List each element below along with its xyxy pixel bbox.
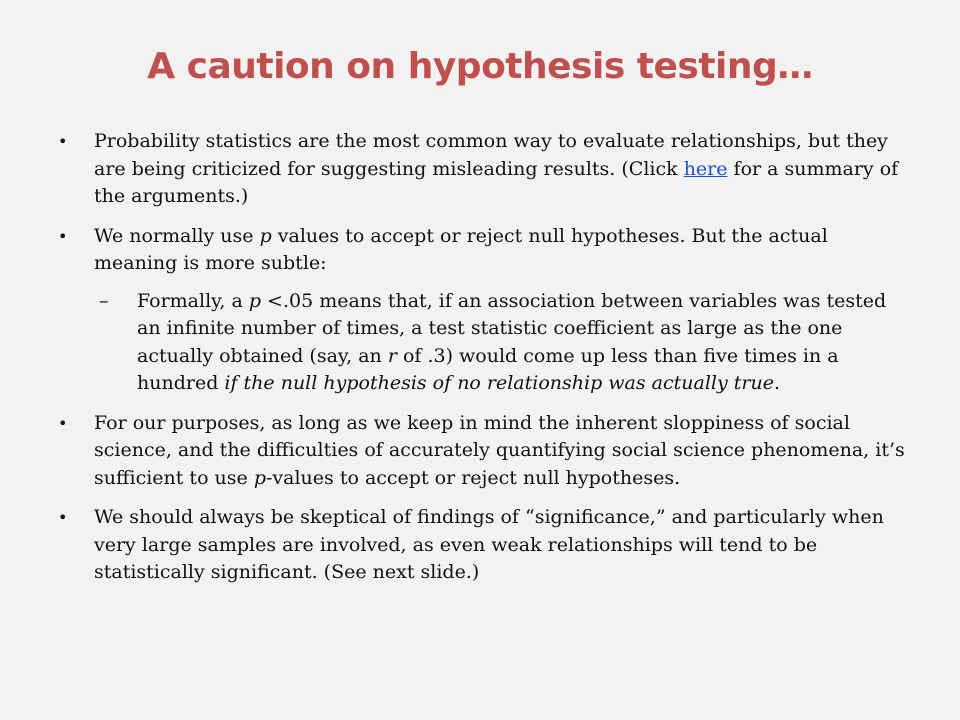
bullet-text: For our purposes, as long as we keep in mind the inherent sloppiness of social science, and the difficulties of accurately quantifying social science phenomena, it’s sufficient to use	[94, 411, 905, 489]
italic-p: p	[248, 289, 261, 312]
bullet-text: We should always be skeptical of findings of “significance,” and particularly when very large samples are involved, as even weak relationships will tend to be statistically significant. (See next slide.)	[94, 506, 884, 583]
sub-bullet-formally	[58, 288, 908, 398]
bullet-item-purposes	[58, 410, 908, 493]
bullet-text: values to accept or reject null hypotheses. But the actual meaning is more subtle:	[94, 224, 828, 274]
italic-r: r	[387, 344, 397, 367]
sub-bullet-text: <.05 means that, if an association between variables was tested an infinite number of times, a test statistic coefficient as large as the one actually obtained (say, an	[137, 289, 887, 367]
bullet-text: We normally use	[94, 224, 260, 247]
bullet-text: for a summary of the arguments.)	[94, 157, 899, 207]
bullet-item-skeptical	[58, 504, 908, 587]
bullet-marker: •	[58, 508, 68, 527]
italic-p: p	[259, 224, 272, 247]
sub-bullet-marker: –	[99, 289, 109, 312]
bullet-text: -values to accept or reject null hypotheses.	[266, 466, 681, 489]
slide-body	[58, 128, 908, 599]
bullet-marker: •	[58, 132, 68, 151]
bullet-text: Probability statistics are the most common way to evaluate relationships, but they are being criticized for suggesting misleading results. (Click	[94, 130, 888, 180]
slide-title: A caution on hypothesis testing…	[147, 46, 813, 87]
sub-bullet-text: Formally, a	[137, 289, 249, 312]
sub-bullet-text: of .3) would come up less than five times in a hundred	[137, 344, 839, 394]
here-link[interactable]: here	[683, 157, 728, 180]
bullet-item-probability	[58, 128, 908, 211]
bullet-marker: •	[58, 226, 68, 246]
sub-bullet-text: .	[773, 372, 781, 394]
bullet-marker: •	[58, 413, 68, 433]
italic-null-hypothesis: if the null hypothesis of no relationship was actually true	[224, 372, 774, 394]
bullet-item-p-values	[58, 223, 908, 278]
italic-p: p	[253, 466, 266, 489]
